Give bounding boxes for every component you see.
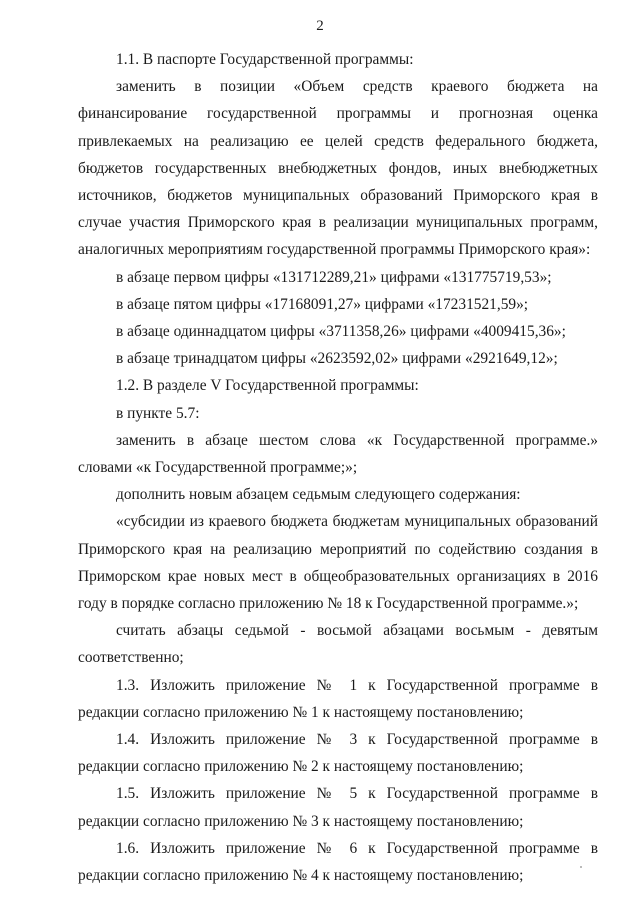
paragraph-point-5-7: в пункте 5.7: [116, 404, 200, 422]
page-number: 2 [316, 18, 324, 34]
paragraph-1-3: 1.3. Изложить приложение № 1 к Государственной программе в редакции согласно приложению № 1 к настоящему постановлению; [78, 676, 598, 721]
paragraph-1-4: 1.4. Изложить приложение № 3 к Государственной программе в редакции согласно приложению № 2 к настоящему постановлению; [78, 731, 598, 776]
paragraph-eleventh-abzac: в абзаце одиннадцатом цифры «3711358,26» цифрами «4009415,36»; [116, 323, 566, 341]
paragraph-replace-words: заменить в абзаце шестом слова «к Государственной программе.» словами «к Государственной программе;»; [78, 431, 598, 477]
paragraph-subsidy-quote: «субсидии из краевого бюджета бюджетам муниципальных образований Приморского края на реализацию мероприятий по содействию создания в Приморском крае новых мест в общеобразовательных организациях в 2016 году в порядке согласно приложению № 18 к Государственной программе.»; [78, 513, 598, 613]
paragraph-thirteenth-abzac: в абзаце тринадцатом цифры «2623592,02» цифрами «2921649,12»; [116, 350, 558, 368]
scan-speck [580, 866, 582, 868]
paragraph-replace-position: заменить в позиции «Объем средств краевого бюджета на финансирование государственной программы и прогнозная оценка привлекаемых на реализацию ее целей средств федерального бюджета, бюджетов государственных внебюджетных фондов, иных внебюджетных источников, бюджетов муниципальных образований Приморского края в случае участия Приморского края в реализации муниципальных программ, аналогичных мероприятиям государственной программы Приморского края»: [78, 78, 598, 259]
paragraph-fifth-abzac: в абзаце пятом цифры «17168091,27» цифрами «17231521,59»; [116, 295, 529, 313]
paragraph-1-5: 1.5. Изложить приложение № 5 к Государственной программе в редакции согласно приложению № 3 к настоящему постановлению; [78, 785, 598, 830]
paragraph-first-abzac: в абзаце первом цифры «131712289,21» цифрами «131775719,53»; [116, 268, 552, 286]
paragraph-1-2-heading: 1.2. В разделе V Государственной программы: [116, 377, 419, 395]
paragraph-add-seventh: дополнить новым абзацем седьмым следующего содержания: [116, 486, 521, 504]
paragraph-renumber: считать абзацы седьмой - восьмой абзацами восьмым - девятым соответственно; [78, 622, 598, 667]
paragraph-1-6: 1.6. Изложить приложение № 6 к Государственной программе в редакции согласно приложению № 4 к настоящему постановлению; [78, 839, 598, 885]
paragraph-1-1-heading: 1.1. В паспорте Государственной программы: [116, 51, 414, 68]
document-body [78, 46, 598, 889]
